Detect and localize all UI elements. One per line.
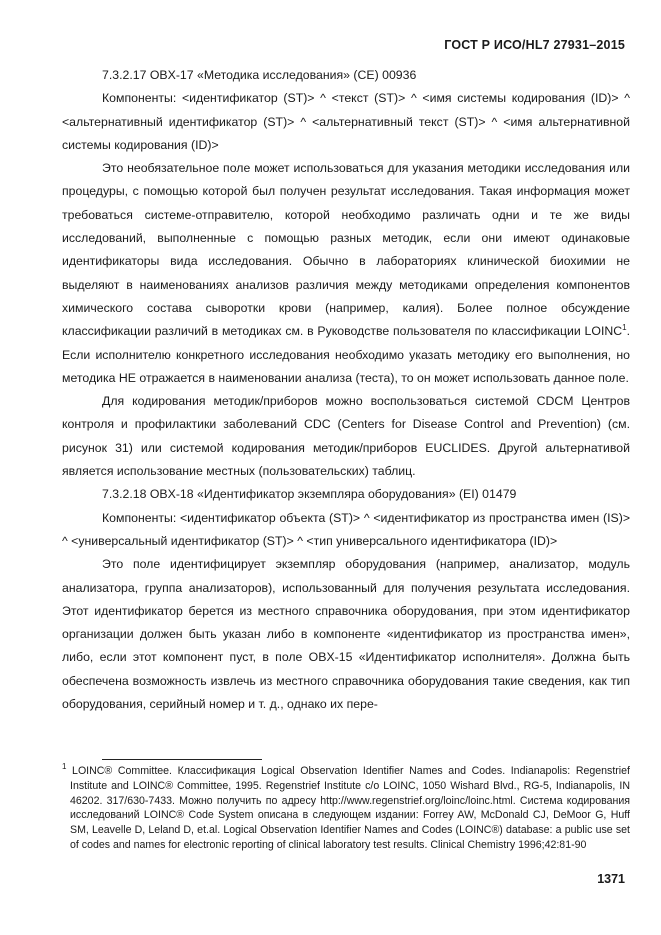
components-obx18: Компоненты: <идентификатор объекта (ST)> ^ <идентификатор из пространства имен (IS)> ^ <универсальный идентификатор (ST)> ^ <тип универсального идентификатора (ID)>	[62, 510, 630, 548]
paragraph-obx18-description: Это поле идентифицирует экземпляр оборудования (например, анализатор, модуль анализатора, группа анализаторов), использованный для получения результата исследования. Этот идентификатор берется из местного справочника оборудования, при этом идентификатор организации должен быть указан либо в компоненте «идентификатор из пространства имен», либо, если этот компонент пуст, в поле OBX-15 «Идентификатор исполнителя». Должна быть обеспечена возможность извлечь из местного справочника оборудования такие сведения, как тип оборудования, серийный номер и т. д., однако их пере-	[62, 557, 630, 712]
paragraph-text: . Если исполнителю конкретного исследования необходимо указать методику его выполнения, но методика НЕ отражается в наименовании анализа (теста), то он может использовать данное поле.	[62, 324, 630, 385]
page-body	[62, 64, 630, 716]
paragraph-text: Это необязательное поле может использоваться для указания методики исследования или процедуры, с помощью которой был получен результат исследования. Такая информация может требоваться системе-отправителю, которой необходимо различать одни и те же виды исследований, выполненные с помощью разных методик, если они имеют одинаковые идентификаторы вида исследования. Обычно в лабораториях клинической биохимии не выделяют в наименованиях анализов различия между методиками определения компонентов химического состава сыворотки крови (например, калия). Более полное обсуждение классификации различий в методиках см. в Руководстве пользователя по классификации LOINC	[62, 161, 630, 339]
footnote-divider	[102, 759, 262, 760]
paragraph-obx17-description	[62, 157, 630, 390]
footnote	[62, 764, 630, 853]
footnote-reference[interactable]: 1	[622, 323, 627, 333]
footnote-text: LOINC® Committee. Классификация Logical Observation Identifier Names and Codes. Indianapolis: Regenstrief Institute and LOINC® Committee, 1995. Regenstrief Institute c/o LOINC, 1050 Wishard Blvd., RG-5, Indianapolis, IN 46202. 317/630-7433. Можно получить по адресу http://www.regenstrief.org/loinc/loinc.html. Система кодирования исследований LOINC® Code System описана в следующем издании: Forrey AW, McDonald CJ, DeMoor G, Huff SM, Leavelle D, Leland D, et.al. Logical Observation Identifier Names and Codes (LOINC®) database: a public use set of codes and names for electronic reporting of clinical laboratory test results. Clinical Chemistry 1996;42:81-90	[66, 765, 630, 851]
section-heading-obx17: 7.3.2.17 OBX-17 «Методика исследования» (CE) 00936	[102, 68, 417, 82]
footnote-marker: 1	[62, 762, 67, 771]
section-heading-obx18: 7.3.2.18 OBX-18 «Идентификатор экземпляра оборудования» (EI) 01479	[102, 487, 517, 502]
paragraph-obx17-coding: Для кодирования методик/приборов можно воспользоваться системой CDCM Центров контроля и профилактики заболеваний CDC (Centers for Disease Control and Prevention) (см. рисунок 31) или системой кодирования методик/приборов EUCLIDES. Другой альтернативой является использование местных (пользовательских) таблиц.	[62, 394, 630, 479]
page-number: 1371	[597, 872, 625, 886]
document-header: ГОСТ Р ИСО/HL7 27931–2015	[444, 38, 625, 52]
components-obx17: Компоненты: <идентификатор (ST)> ^ <текст (ST)> ^ <имя системы кодирования (ID)> ^ <альтернативный идентификатор (ST)> ^ <альтернативный текст (ST)> ^ <имя альтернативной системы кодирования (ID)>	[62, 91, 630, 152]
